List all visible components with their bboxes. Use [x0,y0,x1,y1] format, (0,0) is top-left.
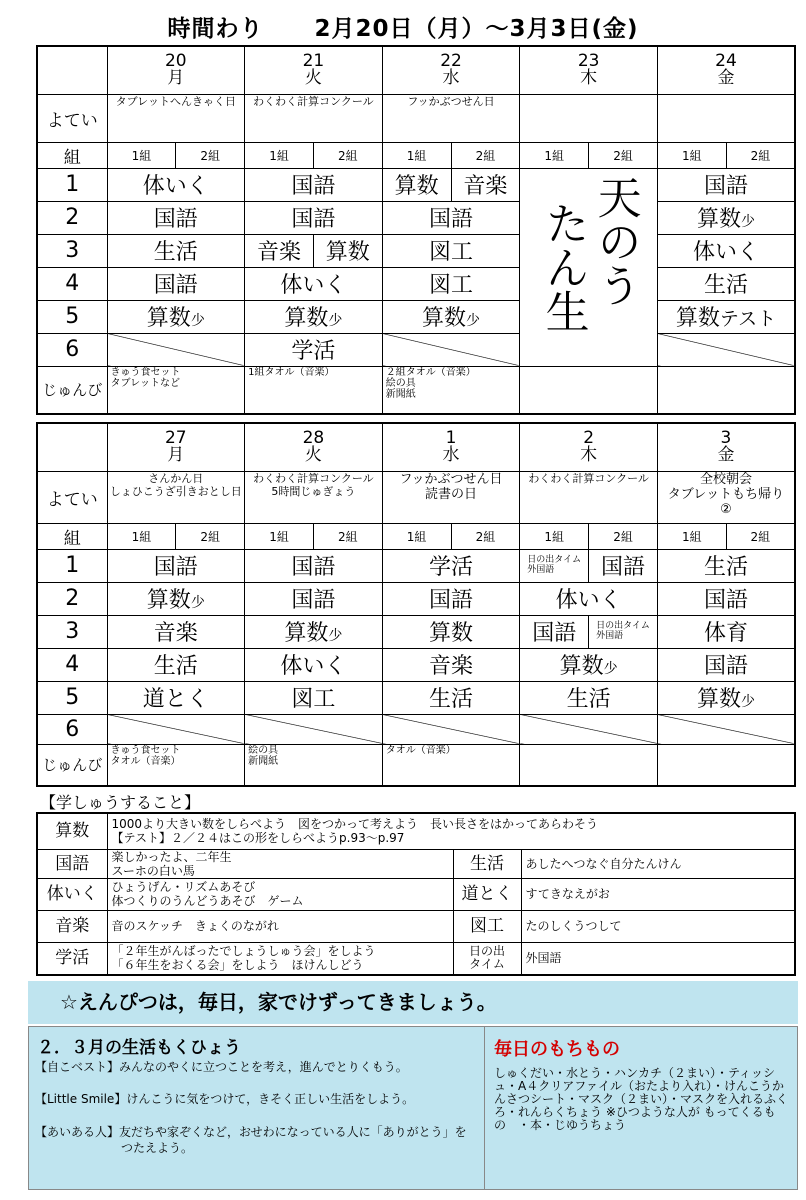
period-label: 4 [37,648,107,681]
junbi-cell [520,744,658,786]
day-header: 1 水 [382,423,520,471]
study-text: 「２年生がんばったでしょうしゅう会」をしよう 「６年生をおくる会」をしよう ほけんしどう [107,942,453,975]
yotei-cell: わくわく計算コンクール 5時間じゅぎょう [245,471,383,523]
day-header: 27 月 [107,423,245,471]
subject-cell: 国語 [107,549,245,582]
period-label: 1 [37,168,107,201]
subject-cell: 音楽 [451,168,520,201]
class2-label: 2組 [176,523,245,549]
goal-item: 【Little Smile】けんこうに気をつけて，きそく正しい生活をしよう。 [35,1092,415,1106]
yotei-label: よてい [37,94,107,142]
yotei-label: よてい [37,471,107,523]
day-header: 3 金 [657,423,795,471]
period-label: 5 [37,681,107,714]
class1-label: 1組 [245,523,314,549]
yotei-cell: フッかぶつせん日 [382,94,520,142]
empty-cell [657,714,795,744]
study-text: 1000より大きい数をしらべよう 図をつかって考えよう 長い長さをはかってあらわそう 【テスト】２／２４はこの形をしらべようp.93～p.97 [107,813,795,849]
study-text: ひょうげん・リズムあそび 体つくりのうんどうあそび ゲーム [107,878,453,910]
junbi-cell [520,366,658,414]
corner-cell [37,423,107,471]
yotei-cell: 全校朝会 タブレットもち帰り ② [657,471,795,523]
class2-label: 2組 [451,142,520,168]
study-label: 学活 [37,942,107,975]
kumi-label: 組 [37,142,107,168]
holiday-text-1: 天のう [589,175,641,307]
subject-cell: 国語 [245,549,383,582]
class2-label: 2組 [451,523,520,549]
period-label: 6 [37,333,107,366]
yotei-cell [657,94,795,142]
subject-cell: 国語 [245,582,383,615]
kumi-label: 組 [37,523,107,549]
class2-label: 2組 [313,142,382,168]
junbi-cell [657,744,795,786]
subject-cell: 国語 [657,648,795,681]
goal-item-cont: つたえよう。 [121,1141,194,1155]
subject-cell: 国語 [107,201,245,234]
study-text: 音のスケッチ きょくのながれ [107,910,453,942]
page-title [0,10,806,43]
day-header: 2 木 [520,423,658,471]
empty-cell [107,333,245,366]
period-label: 5 [37,300,107,333]
subject-cell: 音楽 [107,615,245,648]
subject-cell: 生活 [107,648,245,681]
notice-banner: ☆えんぴつは，毎日，家でけずってきましょう。 [28,981,798,1024]
day-header: 21 火 [245,46,383,94]
class1-label: 1組 [382,523,451,549]
study-text: 楽しかったよ、二年生 スーホの白い馬 [107,849,453,878]
timetable-week1 [36,45,796,415]
subject-cell: 国語 [657,582,795,615]
holiday-cell [520,168,658,366]
class1-label: 1組 [107,142,176,168]
title-range: 2月20日（月）～3月3日(金) [314,16,639,42]
yotei-cell: わくわく計算コンクール [520,471,658,523]
study-text: すてきなえがお [521,878,795,910]
subject-cell: 国語 [245,201,383,234]
items-text: しゅくだい・水とう・ハンカチ（２まい）・ティッシュ・A４クリアファイル（おたより入れ）・けんこうかんさつシート・マスク（２まい）・マスクを入れるふくろ・れんらくちょう ※ひつような人が もってくるもの ・本・じゆうちょう [494,1066,789,1132]
items-title: 毎日のもちもの [494,1039,620,1060]
junbi-cell: きゅう食セット タオル（音楽） [107,744,245,786]
class1-label: 1組 [657,142,726,168]
subject-cell: 算数少 [657,681,795,714]
subject-cell: 図工 [245,681,383,714]
empty-cell [657,333,795,366]
class1-label: 1組 [107,523,176,549]
study-label: 図工 [453,910,521,942]
subject-cell: 生活 [657,549,795,582]
study-label: 体いく [37,878,107,910]
subject-cell: 体育 [657,615,795,648]
subject-cell: 算数 [313,234,382,267]
study-text: たのしくうつして [521,910,795,942]
class2-label: 2組 [726,142,795,168]
subject-cell: 生活 [382,681,520,714]
junbi-cell: タオル（音楽） [382,744,520,786]
subject-cell: 体いく [245,648,383,681]
study-label: 音楽 [37,910,107,942]
junbi-cell: きゅう食セット タブレットなど [107,366,245,414]
goals-section [29,1027,485,1189]
subject-cell: 算数少 [520,648,658,681]
day-header: 20 月 [107,46,245,94]
class1-label: 1組 [245,142,314,168]
subject-cell: 算数少 [657,201,795,234]
subject-cell: 音楽 [382,648,520,681]
study-table [36,812,796,976]
subject-cell: 国語 [245,168,383,201]
class2-label: 2組 [313,523,382,549]
subject-cell: 国語 [657,168,795,201]
holiday-text-2: たん生 [537,201,589,333]
period-label: 3 [37,615,107,648]
title-label: 時間わり [167,16,264,42]
empty-cell [107,714,245,744]
period-label: 1 [37,549,107,582]
subject-cell: 算数少 [107,582,245,615]
junbi-label: じゅんび [37,744,107,786]
subject-cell: 算数 [382,168,451,201]
study-label: 国語 [37,849,107,878]
yotei-cell: フッかぶつせん日 読書の日 [382,471,520,523]
empty-cell [245,714,383,744]
subject-cell: 体いく [520,582,658,615]
subject-cell: 日の出タイム 外国語 [520,549,589,582]
yotei-cell [520,94,658,142]
subject-cell: 音楽 [245,234,314,267]
class2-label: 2組 [176,142,245,168]
subject-cell: 生活 [107,234,245,267]
class1-label: 1組 [520,142,589,168]
day-header: 28 火 [245,423,383,471]
study-label: 日の出 タイム [453,942,521,975]
period-label: 4 [37,267,107,300]
subject-cell: 算数少 [245,615,383,648]
class1-label: 1組 [520,523,589,549]
subject-cell: 算数 [382,615,520,648]
study-heading: 【学しゅうすること】 [40,793,201,812]
study-label: 道とく [453,878,521,910]
subject-cell: 算数少 [382,300,520,333]
class2-label: 2組 [726,523,795,549]
subject-cell: 算数テスト [657,300,795,333]
empty-cell [520,714,658,744]
empty-cell [382,714,520,744]
period-label: 2 [37,201,107,234]
junbi-cell: 絵の具 新聞紙 [245,744,383,786]
subject-cell: 図工 [382,234,520,267]
subject-cell: 算数少 [245,300,383,333]
junbi-cell: 1組タオル（音楽） [245,366,383,414]
day-header: 23 木 [520,46,658,94]
study-label: 生活 [453,849,521,878]
subject-cell: 生活 [657,267,795,300]
subject-cell: 図工 [382,267,520,300]
period-label: 2 [37,582,107,615]
study-text: 外国語 [521,942,795,975]
yotei-cell: タブレットへんきゃく日 [107,94,245,142]
junbi-label: じゅんび [37,366,107,414]
subject-cell: 国語 [589,549,658,582]
goal-item: 【あいある人】友だちや家ぞくなど，おせわになっている人に「ありがとう」を [35,1125,467,1139]
yotei-cell: さんかん日 しょひこうざ引きおとし日 [107,471,245,523]
subject-cell: 生活 [520,681,658,714]
subject-cell: 国語 [382,582,520,615]
goals-title: ２．３月の生活もくひょう [37,1038,241,1058]
subject-cell: 体いく [245,267,383,300]
empty-cell [382,333,520,366]
subject-cell: 日の出タイム 外国語 [589,615,658,648]
class2-label: 2組 [589,142,658,168]
day-header: 22 水 [382,46,520,94]
period-label: 6 [37,714,107,744]
study-label: 算数 [37,813,107,849]
timetable-week2 [36,422,796,787]
subject-cell: 算数少 [107,300,245,333]
goals-panel [28,1026,798,1190]
subject-cell: 体いく [657,234,795,267]
subject-cell: 学活 [245,333,383,366]
class2-label: 2組 [589,523,658,549]
junbi-cell: ２組タオル（音楽） 絵の具 新聞紙 [382,366,520,414]
study-text: あしたへつなぐ自分たんけん [521,849,795,878]
subject-cell: 国語 [382,201,520,234]
subject-cell: 体いく [107,168,245,201]
period-label: 3 [37,234,107,267]
class1-label: 1組 [382,142,451,168]
subject-cell: 学活 [382,549,520,582]
corner-cell [37,46,107,94]
subject-cell: 国語 [520,615,589,648]
day-header: 24 金 [657,46,795,94]
subject-cell: 国語 [107,267,245,300]
subject-cell: 道とく [107,681,245,714]
goal-item: 【自こベスト】みんなのやくに立つことを考え，進んでとりくもう。 [35,1060,408,1074]
class1-label: 1組 [657,523,726,549]
yotei-cell: わくわく計算コンクール [245,94,383,142]
